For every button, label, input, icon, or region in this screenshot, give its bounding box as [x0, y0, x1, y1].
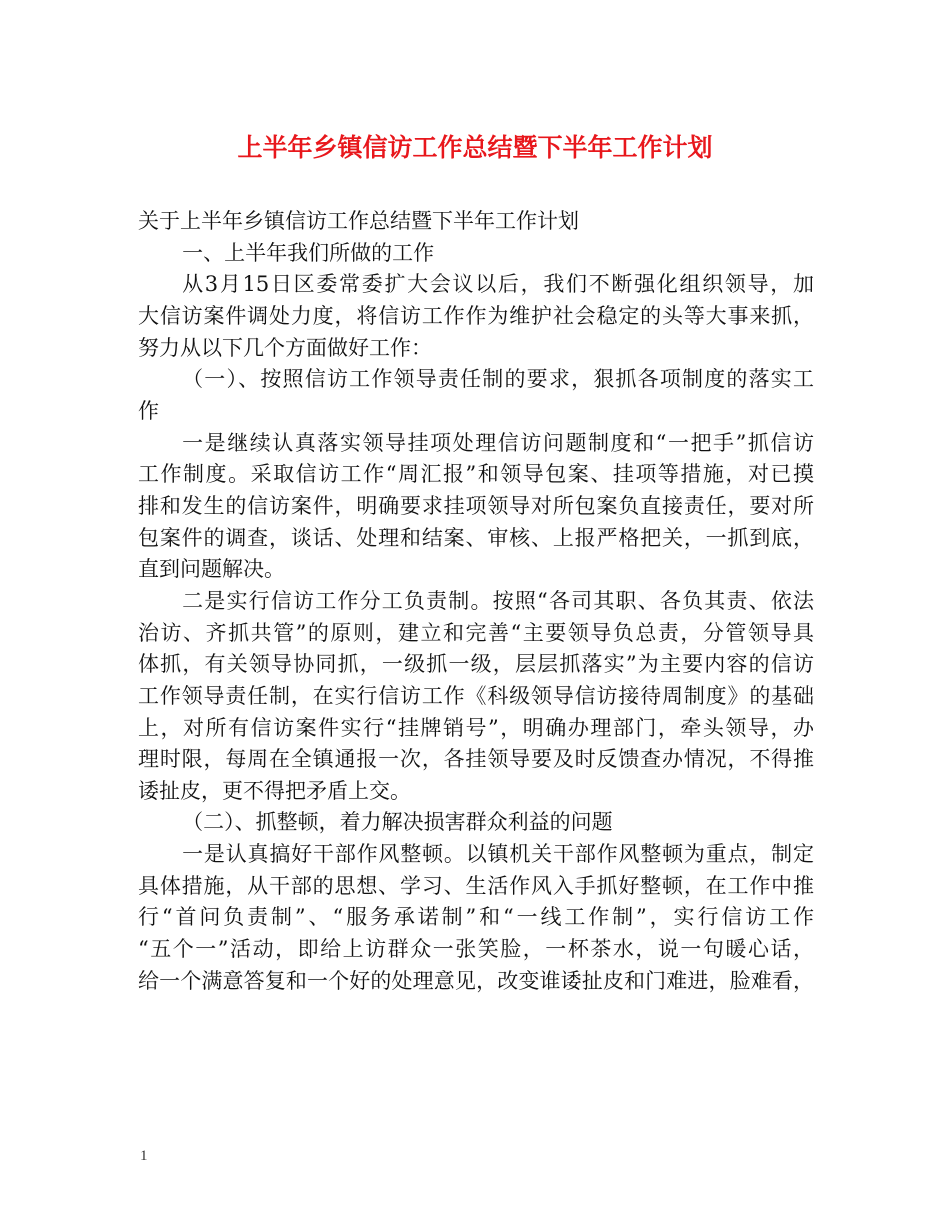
document-title: 上半年乡镇信访工作总结暨下半年工作计划 — [237, 133, 713, 162]
text-line: 从3月15日区委常委扩大会议以后，我们不断强化组织领导，加 — [182, 272, 814, 297]
text-line: 二是实行信访工作分工负责制。按照“各司其职、各负其责、依法 — [182, 588, 814, 613]
text-line: 诿扯皮，更不得把矛盾上交。 — [138, 778, 411, 803]
text-line: （二）、抓整顿，着力解决损害群众利益的问题 — [182, 810, 613, 835]
page-number: 1 — [140, 1148, 148, 1164]
text-line: 体抓，有关领导协同抓，一级抓一级，层层抓落实”为主要内容的信访 — [138, 652, 814, 677]
text-line: 治访、齐抓共管”的原则，建立和完善“主要领导负总责，分管领导具 — [138, 620, 814, 645]
text-line: 理时限，每周在全镇通报一次，各挂领导要及时反馈查办情况，不得推 — [138, 747, 814, 772]
text-line: 一是认真搞好干部作风整顿。以镇机关干部作风整顿为重点，制定 — [182, 842, 814, 867]
text-line: 具体措施，从干部的思想、学习、生活作风入手抓好整顿，在工作中推 — [138, 873, 814, 898]
text-line: 包案件的调查，谈话、处理和结案、审核、上报严格把关，一抓到底， — [138, 525, 814, 550]
text-line: （一）、按照信访工作领导责任制的要求，狠抓各项制度的落实工 — [182, 367, 814, 392]
text-line: 大信访案件调处力度，将信访工作作为维护社会稳定的头等大事来抓， — [138, 303, 814, 328]
text-line: 行“首问负责制”、“服务承诺制”和“一线工作制”，实行信访工作 — [138, 905, 814, 930]
document-body — [138, 206, 814, 997]
text-line: 工作领导责任制，在实行信访工作《科级领导信访接待周制度》的基础 — [138, 683, 814, 708]
text-line: 努力从以下几个方面做好工作： — [138, 335, 432, 360]
text-line: 一是继续认真落实领导挂项处理信访问题制度和“一把手”抓信访 — [182, 430, 814, 455]
text-line: 一、上半年我们所做的工作 — [182, 240, 435, 265]
text-line: “五个一”活动，即给上访群众一张笑脸，一杯茶水，说一句暖心话， — [138, 937, 814, 962]
text-line: 工作制度。采取信访工作“周汇报”和领导包案、挂项等措施，对已摸 — [138, 462, 814, 487]
text-line: 作 — [138, 398, 159, 423]
text-line: 排和发生的信访案件，明确要求挂项领导对所包案负直接责任，要对所 — [138, 493, 814, 518]
text-line: 直到问题解决。 — [138, 557, 285, 582]
text-line: 上，对所有信访案件实行“挂牌销号”，明确办理部门，牵头领导，办 — [138, 715, 814, 740]
text-line: 关于上半年乡镇信访工作总结暨下半年工作计划 — [138, 209, 579, 233]
text-line: 给一个满意答复和一个好的处理意见，改变谁诿扯皮和门难进，脸难看， — [138, 968, 814, 993]
